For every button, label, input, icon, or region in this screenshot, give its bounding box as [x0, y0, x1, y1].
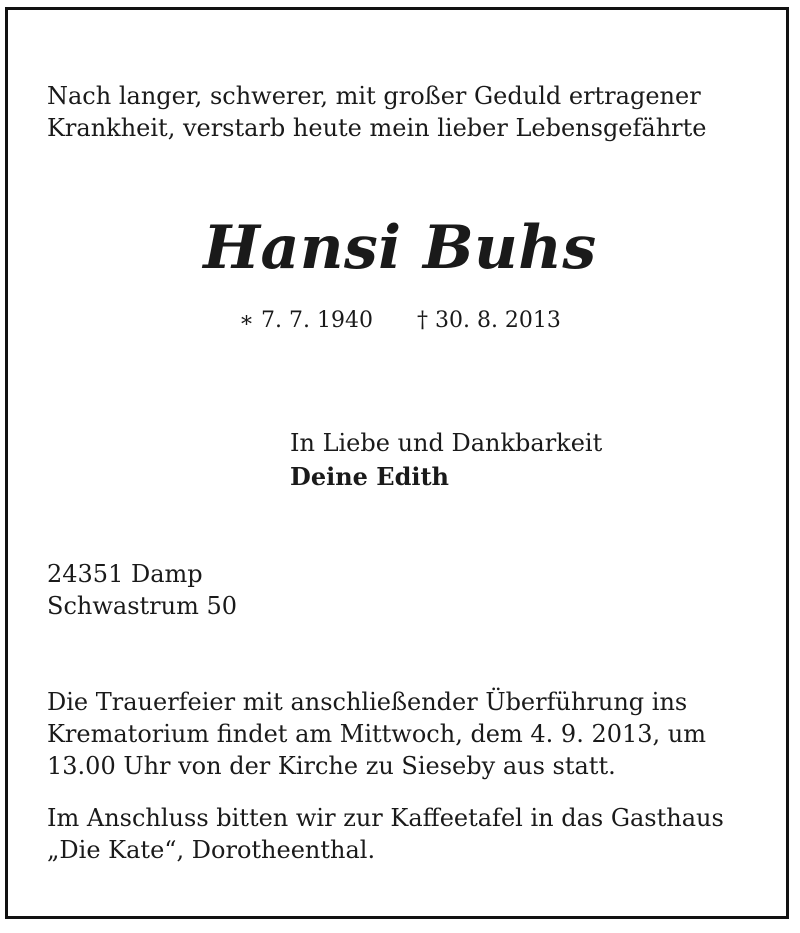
ceremony-line-3: 13.00 Uhr von der Kirche zu Sieseby aus statt.	[47, 752, 616, 780]
ceremony-text	[47, 686, 753, 782]
birth-date: ∗ 7. 7. 1940	[239, 308, 373, 333]
intro-text	[47, 80, 753, 144]
reception-line-1: Im Anschluss bitten wir zur Kaffeetafel in das Gasthaus	[47, 804, 724, 832]
intro-line-1: Nach langer, schwerer, mit großer Geduld ertragener	[47, 82, 701, 110]
signer-name: Deine Edith	[290, 462, 449, 491]
address-line-1: 24351 Damp	[47, 560, 203, 588]
intro-line-2: Krankheit, verstarb heute mein lieber Lebensgefährte	[47, 114, 707, 142]
address-block	[47, 558, 753, 622]
death-date: † 30. 8. 2013	[416, 308, 561, 333]
life-dates	[0, 306, 800, 336]
address-line-2: Schwastrum 50	[47, 592, 238, 620]
ceremony-line-2: Krematorium findet am Mittwoch, dem 4. 9. 2013, um	[47, 720, 707, 748]
reception-line-2: „Die Kate“, Dorotheenthal.	[47, 836, 376, 864]
deceased-name: Hansi Buhs	[203, 213, 597, 283]
reception-text	[47, 802, 753, 866]
closing-signature	[290, 426, 750, 494]
closing-line: In Liebe und Dankbarkeit	[290, 429, 603, 457]
ceremony-line-1: Die Trauerfeier mit anschließender Überführung ins	[47, 688, 688, 716]
